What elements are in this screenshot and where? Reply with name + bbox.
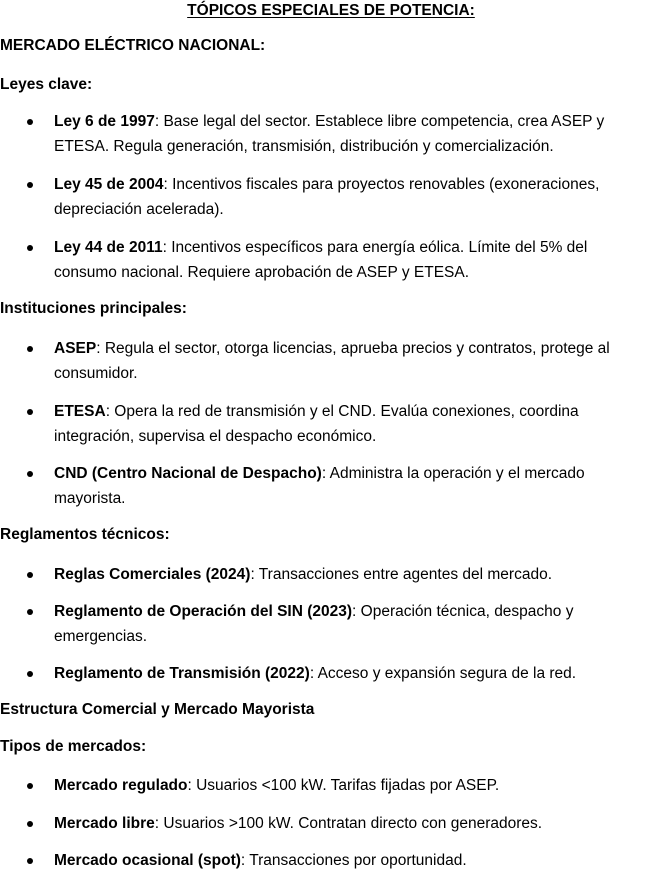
list-item-mercado-libre xyxy=(0,811,658,836)
subheading-instituciones: Instituciones principales: xyxy=(0,300,187,317)
list-item-term: ASEP xyxy=(54,340,97,357)
list-item-reglamento-transmision xyxy=(0,661,658,686)
subheading-estructura: Estructura Comercial y Mercado Mayorista xyxy=(0,701,315,718)
list-item-term: Ley 45 de 2004 xyxy=(54,176,164,193)
subheading-reglamentos: Reglamentos técnicos: xyxy=(0,526,170,543)
list-item-etesa xyxy=(0,399,658,449)
list-item-term: Ley 6 de 1997 xyxy=(54,113,155,130)
list-item-text: : Transacciones entre agentes del mercado. xyxy=(250,566,552,583)
list-item-term: Reglas Comerciales (2024) xyxy=(54,566,251,583)
bullet-icon xyxy=(27,471,33,477)
bullet-icon xyxy=(27,783,33,789)
bullet-icon xyxy=(27,245,33,251)
list-item-text: : Regula el sector, otorga licencias, aprueba precios y contratos, protege al consumidor. xyxy=(54,340,610,382)
list-item-cnd xyxy=(0,461,658,511)
list-item-text: : Usuarios <100 kW. Tarifas fijadas por ASEP. xyxy=(187,777,500,794)
list-item-term: ETESA xyxy=(54,403,106,420)
document-title: TÓPICOS ESPECIALES DE POTENCIA: xyxy=(187,2,475,19)
list-item-text: : Opera la red de transmisión y el CND. Evalúa conexiones, coordina integración, supervisa el despacho económico. xyxy=(54,403,579,445)
list-item-text: : Incentivos fiscales para proyectos renovables (exoneraciones, depreciación acelerada). xyxy=(54,176,600,218)
list-item-asep xyxy=(0,336,658,386)
list-item-term: Ley 44 de 2011 xyxy=(54,239,163,256)
list-item-mercado-regulado xyxy=(0,773,658,798)
bullet-icon xyxy=(27,858,33,864)
bullet-icon xyxy=(27,182,33,188)
list-item-term: Mercado libre xyxy=(54,815,155,832)
bullet-icon xyxy=(27,572,33,578)
list-item-text: : Acceso y expansión segura de la red. xyxy=(309,665,577,682)
bullet-icon xyxy=(27,409,33,415)
list-item-reglas-comerciales xyxy=(0,562,658,587)
bullet-icon xyxy=(27,671,33,677)
list-item-reglamento-operacion xyxy=(0,599,658,649)
list-item-text: : Incentivos específicos para energía eólica. Límite del 5% del consumo nacional. Requiere aprobación de ASEP y ETESA. xyxy=(54,239,588,281)
bullet-icon xyxy=(27,119,33,125)
subheading-tipos: Tipos de mercados: xyxy=(0,738,147,755)
list-item-term: CND (Centro Nacional de Despacho) xyxy=(54,465,322,482)
list-item-text: : Usuarios >100 kW. Contratan directo con generadores. xyxy=(154,815,543,832)
bullet-icon xyxy=(27,821,33,827)
list-item-term: Reglamento de Transmisión (2022) xyxy=(54,665,310,682)
list-item-text: : Transacciones por oportunidad. xyxy=(240,852,467,869)
list-item-ley-44-2011 xyxy=(0,235,658,285)
list-item-ley-45-2004 xyxy=(0,172,658,222)
subheading-leyes: Leyes clave: xyxy=(0,76,93,93)
list-item-ley-6-1997 xyxy=(0,109,658,159)
bullet-icon xyxy=(27,609,33,615)
list-item-term: Reglamento de Operación del SIN (2023) xyxy=(54,603,353,620)
list-item-text: : Administra la operación y el mercado mayorista. xyxy=(54,465,585,507)
list-item-text: : Operación técnica, despacho y emergencias. xyxy=(54,603,574,645)
list-item-term: Mercado ocasional (spot) xyxy=(54,852,241,869)
list-item-mercado-ocasional xyxy=(0,848,658,873)
list-item-text: : Base legal del sector. Establece libre competencia, crea ASEP y ETESA. Regula generación, transmisión, distribución y comercialización. xyxy=(54,113,605,155)
section-heading-mercado: MERCADO ELÉCTRICO NACIONAL: xyxy=(0,37,266,54)
list-item-term: Mercado regulado xyxy=(54,777,188,794)
bullet-icon xyxy=(27,346,33,352)
